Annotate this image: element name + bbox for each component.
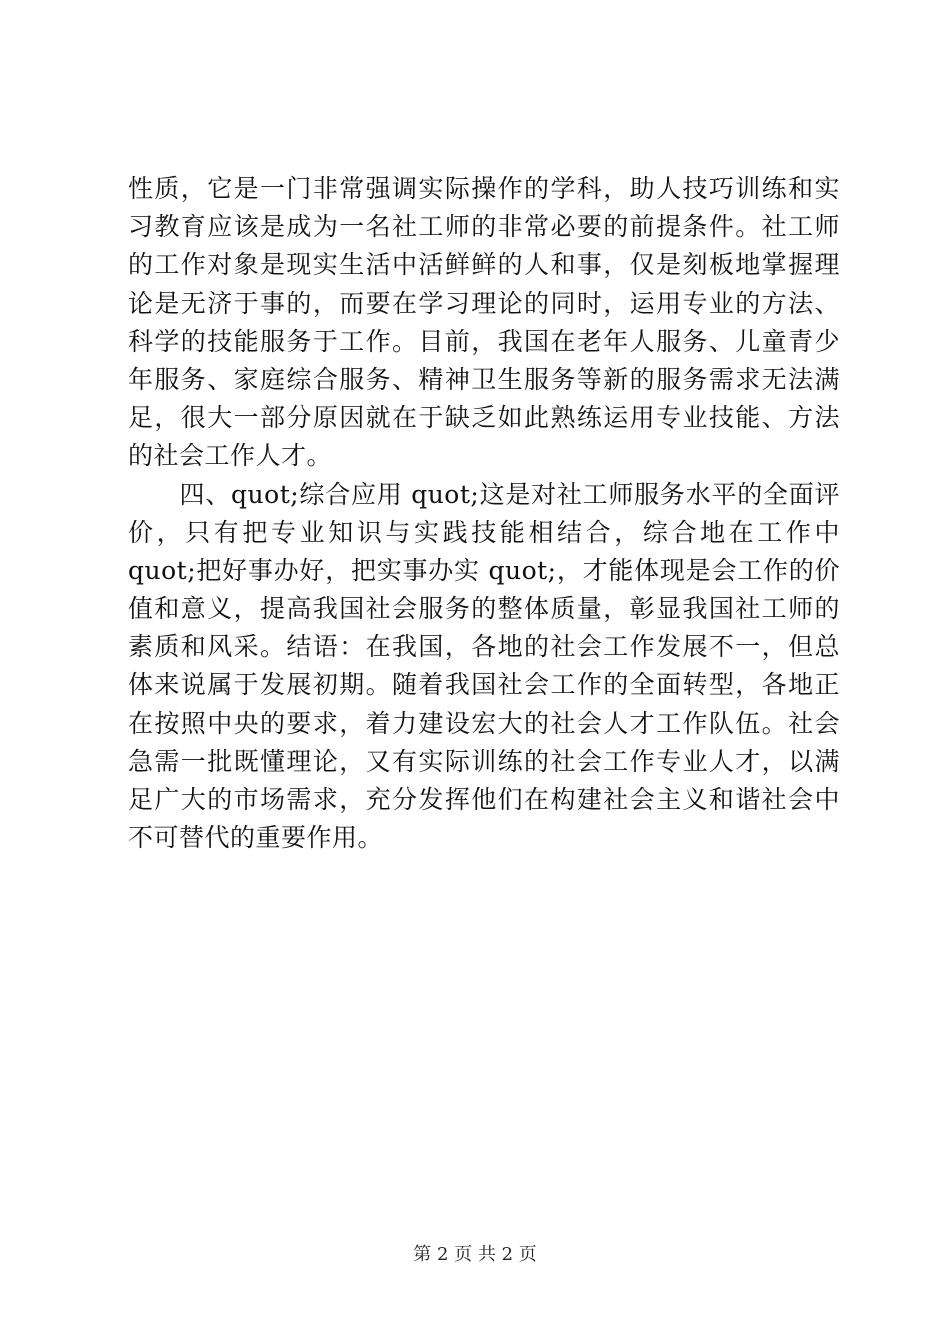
document-body (128, 170, 840, 857)
body-text-line: 的工作对象是现实生活中活鲜鲜的人和事，仅是刻板地掌握理 (128, 250, 840, 280)
body-text-line: 不可替代的重要作用。 (128, 823, 384, 853)
body-text-line: 科学的技能服务于工作。目前，我国在老年人服务、儿童青少 (128, 326, 840, 356)
body-text-line: 的社会工作人才。 (128, 441, 333, 471)
body-text-line: 值和意义，提高我国社会服务的整体质量，彰显我国社工师的 (128, 594, 840, 624)
body-text-line: 习教育应该是成为一名社工师的非常必要的前提条件。社工师 (128, 212, 840, 242)
page-number-footer: 第 2 页 共 2 页 (413, 1244, 537, 1265)
body-text-line: 年服务、家庭综合服务、精神卫生服务等新的服务需求无法满 (128, 364, 840, 394)
body-text-line: 四、quot;综合应用 quot;这是对社工师服务水平的全面评 (128, 479, 840, 509)
body-text-line: 足，很大一部分原因就在于缺乏如此熟练运用专业技能、方法 (128, 403, 840, 433)
body-text-line: quot;把好事办好，把实事办实 quot;，才能体现是会工作的价 (128, 555, 840, 585)
body-text-line: 在按照中央的要求，着力建设宏大的社会人才工作队伍。社会 (128, 708, 840, 738)
body-text-line: 足广大的市场需求，充分发挥他们在构建社会主义和谐社会中 (128, 785, 840, 814)
body-text-line: 素质和风采。结语：在我国，各地的社会工作发展不一，但总 (128, 632, 840, 662)
body-text-line: 体来说属于发展初期。随着我国社会工作的全面转型，各地正 (128, 670, 840, 700)
body-text-line: 急需一批既懂理论，又有实际训练的社会工作专业人才，以满 (128, 746, 840, 776)
body-text-line: 论是无济于事的，而要在学习理论的同时，运用专业的方法、 (128, 288, 840, 318)
body-text-line: 性质，它是一门非常强调实际操作的学科，助人技巧训练和实 (128, 174, 840, 203)
body-text-line: 价，只有把专业知识与实践技能相结合，综合地在工作中 (128, 517, 840, 547)
